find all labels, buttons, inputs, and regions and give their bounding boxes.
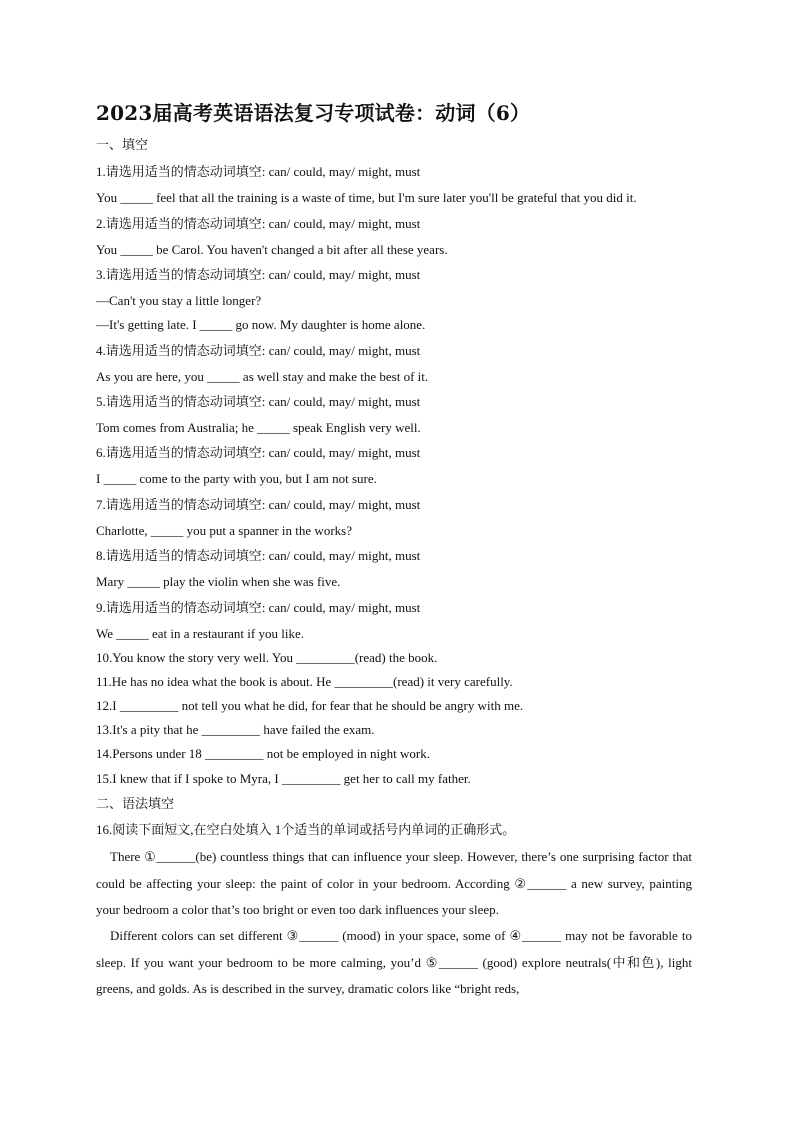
- question-6-instruction: 6.请选用适当的情态动词填空: can/ could, may/ might, must: [96, 445, 421, 460]
- question-3-dialogue-1: —Can't you stay a little longer?: [96, 293, 262, 308]
- question-7-instruction: 7.请选用适当的情态动词填空: can/ could, may/ might, must: [96, 497, 421, 512]
- question-7-sentence: Charlotte, _____ you put a spanner in the works?: [96, 523, 352, 538]
- section-heading-fill-in: 一、填空: [96, 137, 149, 152]
- question-5-instruction: 5.请选用适当的情态动词填空: can/ could, may/ might, must: [96, 394, 421, 409]
- question-2-sentence: You _____ be Carol. You haven't changed a bit after all these years.: [96, 242, 448, 257]
- question-4-sentence: As you are here, you _____ as well stay and make the best of it.: [96, 369, 429, 384]
- passage-paragraph-2: Different colors can set different ③______ (mood) in your space, some of ④______ may not be favorable to sleep. If you want your bedroom to be more calming, you’d ⑤______ (good) explore neutrals(中和色), light greens, and golds. As is described in the survey, dramatic colors like “bright reds,: [96, 928, 692, 996]
- question-8-sentence: Mary _____ play the violin when she was five.: [96, 574, 341, 589]
- question-9-instruction: 9.请选用适当的情态动词填空: can/ could, may/ might, must: [96, 600, 421, 615]
- question-15: 15.I knew that if I spoke to Myra, I _________ get her to call my father.: [96, 771, 471, 786]
- question-13: 13.It's a pity that he _________ have failed the exam.: [96, 722, 375, 737]
- question-8-instruction: 8.请选用适当的情态动词填空: can/ could, may/ might, must: [96, 548, 421, 563]
- page-title: 2023届高考英语语法复习专项试卷：动词（6）: [96, 101, 531, 125]
- question-6-sentence: I _____ come to the party with you, but I am not sure.: [96, 471, 377, 486]
- question-16-instruction: 16.阅读下面短文,在空白处填入 1个适当的单词或括号内单词的正确形式。: [96, 822, 516, 837]
- question-3-instruction: 3.请选用适当的情态动词填空: can/ could, may/ might, must: [96, 267, 421, 282]
- question-12: 12.I _________ not tell you what he did, for fear that he should be angry with me.: [96, 698, 524, 713]
- section-heading-grammar: 二、语法填空: [96, 796, 175, 811]
- question-4-instruction: 4.请选用适当的情态动词填空: can/ could, may/ might, must: [96, 343, 421, 358]
- question-1-sentence: You _____ feel that all the training is a waste of time, but I'm sure later you'll be grateful that you did it.: [96, 190, 637, 205]
- question-1-instruction: 1.请选用适当的情态动词填空: can/ could, may/ might, must: [96, 164, 421, 179]
- question-5-sentence: Tom comes from Australia; he _____ speak English very well.: [96, 420, 421, 435]
- question-14: 14.Persons under 18 _________ not be employed in night work.: [96, 746, 430, 761]
- question-11: 11.He has no idea what the book is about. He _________(read) it very carefully.: [96, 674, 513, 689]
- question-3-dialogue-2: —It's getting late. I _____ go now. My daughter is home alone.: [96, 317, 426, 332]
- passage-paragraph-1: There ①______(be) countless things that can influence your sleep. However, there’s one surprising factor that could be affecting your sleep: the paint of color in your bedroom. According ②______ a new survey, painting your bedroom a color that’s too bright or even too dark influences your sleep.: [96, 849, 692, 917]
- question-10: 10.You know the story very well. You _________(read) the book.: [96, 650, 438, 665]
- question-9-sentence: We _____ eat in a restaurant if you like.: [96, 626, 304, 641]
- question-2-instruction: 2.请选用适当的情态动词填空: can/ could, may/ might, must: [96, 216, 421, 231]
